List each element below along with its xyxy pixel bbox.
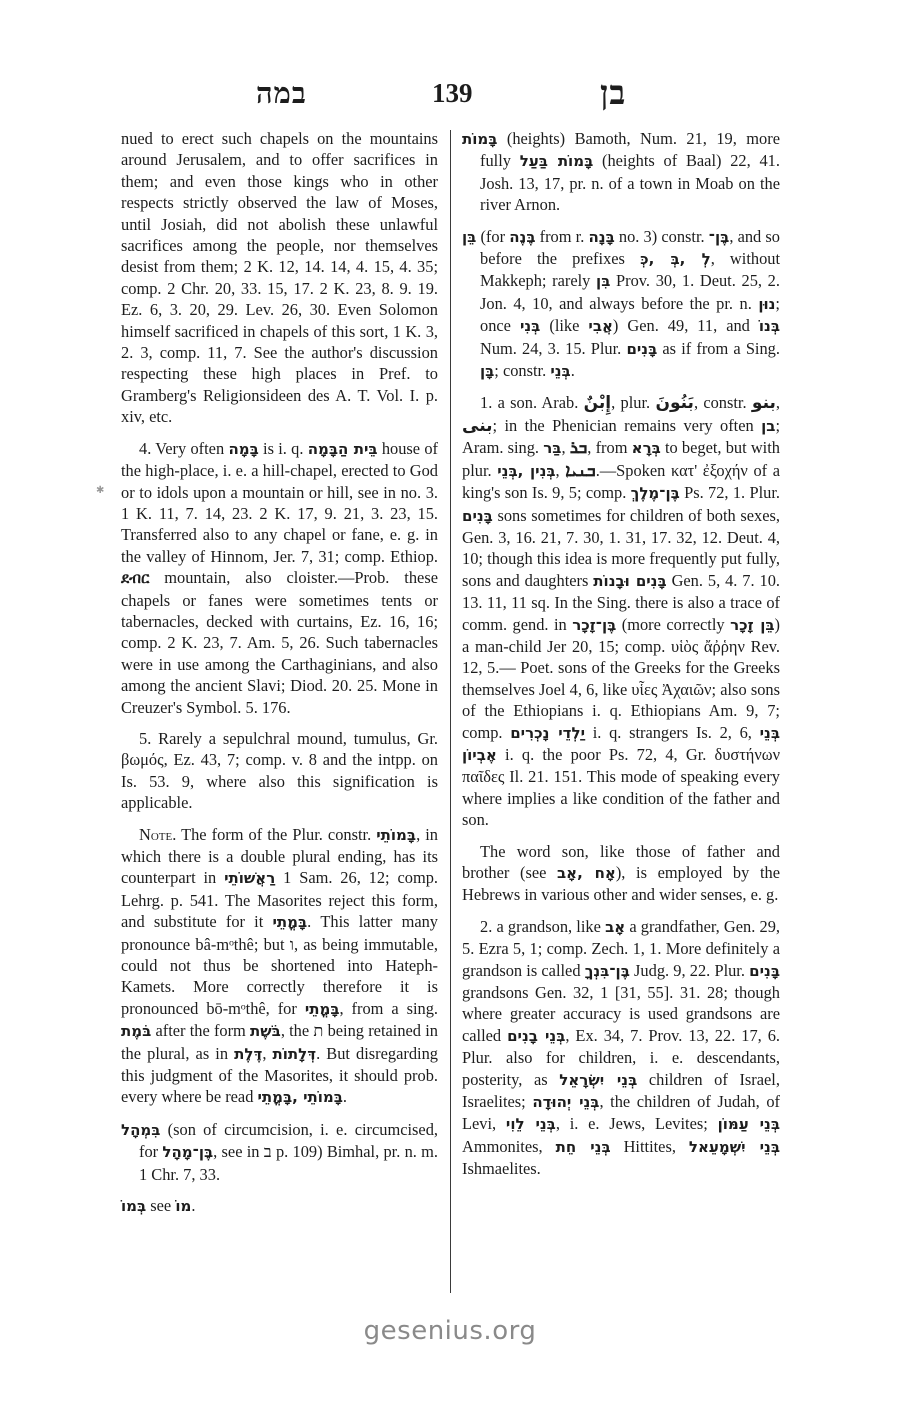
right-running-headword: בן (600, 76, 627, 112)
site-watermark: gesenius.org (363, 1316, 537, 1346)
arabic-word: بنو (751, 393, 776, 414)
entry-bamoth: בָּמוֹת (heights) Bamoth, Num. 21, 19, more fully בָּמוֹת בַּעַל (heights of Baal) 22, 41. Josh. 13, 17, pr. n. of a town in Moab on the river Arnon. (462, 129, 780, 215)
page-number: 139 (432, 78, 473, 108)
hebrew-word: בָּמָה (228, 439, 259, 458)
usage-note: The word son, like those of father and brother (see אָח ,אָב), is employed by the Hebrews in various other and wider senses, e. g. (462, 841, 780, 905)
note-label: Note. (139, 824, 177, 844)
entry-bimhal: בִּמְהָל (son of circumcision, i. e. circumcised, for בֶּן־מָהָל, see in ב p. 109) Bimhal, pr. n. m. 1 Chr. 7, 33. (121, 1119, 438, 1184)
entry-headword: בֵּן (462, 227, 477, 246)
margin-mark: ✱ (96, 485, 105, 496)
entry-headword: בִּמְהָל (121, 1120, 161, 1139)
entry-continuation: nued to erect such chapels on the mountains around Jerusalem, and to offer sacrifices in them; and even those kings who in other respects strictly observed the law of Moses, until Josiah, did not abolish these unlawful sacrifices among the people, nor themselves desist from them; 2 K. 12, 14. 14, 4. 15, 4. 35; comp. 2 Chr. 20, 33. 15, 17. 2 K. 23, 8. 9. 19. Ez. 6, 3. 20, 29. Lev. 26, 30. Even Solomon himself sacrificed in chapels of this sort, 1 K. 3, 2. 3, comp. 11, 7. See the author's discussion respecting these high places in Pref. to Gramberg's Religionsideen des A. T. Vol. I. p. xiv, etc. (121, 129, 438, 427)
arabic-word: بنى (462, 415, 493, 436)
left-column (121, 128, 438, 1218)
entry-ben: בֵּן (for בֶּנֶה from r. בָּנָה no. 3) constr. בֶּן־, and so before the prefixes לְ ,בְּ ,כְּ, without Makkeph; rarely בִּן Prov. 30, 1. Deut. 25, 2. Jon. 4, 10, and always before the pr. n. נוּן; once בְּנִי (like אֲבִי) Gen. 49, 11, and בְּנוֹ Num. 24, 3. 15. Plur. בָּנִים as if from a Sing. בָּן; constr. בְּנֵי. (462, 226, 781, 381)
page-header (0, 78, 900, 122)
hebrew-word: בֵּית הַבָּמָה (307, 439, 378, 458)
syriac-word: ܒܪ (569, 438, 588, 459)
ethiopic-word: ደብር (121, 569, 150, 588)
left-running-headword: במה (256, 78, 307, 110)
sense-1: 1. a son. Arab. إِبْنٌ, plur. بَنُونَ, constr. بنو, بنى; in the Phenician remains very often בן; Aram. sing. בַּר, ܒܪ, from בְּרָא to beget, but with plur. בְּנִין ,בְּנֵי, ܒܢܝܐ.—Spoken κατ' ἐξοχήν of a king's son Is. 9, 5; comp. בֶּן־מֶלֶךְ Ps. 72, 1. Plur. בָּנִים sons sometimes for children of both sexes, Gen. 3, 16. 21, 7. 30, 1. 31, 17. 32, 12. Deut. 4, 10; though this idea is more frequently put fully, sons and daughters בָּנִים וּבָנוֹת Gen. 5, 4. 7. 10. 13. 11, 11 sq. In the Sing. there is also a trace of comm. gend. in בֶּן־זָכָר (more correctly בֵּן זָכָר) a man-child Jer 20, 15; comp. υἱὸς ἄῤῥην Rev. 12, 5.— Poet. sons of the Greeks for the Greeks themselves Joel 4, 6, like υἷες Ἀχαιῶν; also sons of the Ethiopians i. q. Ethiopians Am. 9, 7; comp. יַלְדֵי נָכְרִים i. q. strangers Is. 2, 6, בְּנֵי אֶבְיוֹן i. q. the poor Ps. 72, 4, Gr. δυστήνων παῖδες Il. 21. 151. This mode of speaking every where implies a like condition of the father and son. (462, 393, 780, 830)
right-column (462, 128, 780, 1180)
sense-2: 2. a grandson, like אָב a grandfather, Gen. 29, 5. Ezra 5, 1; comp. Zech. 1, 1. More definitely a grandson is called בֶּן־בִּנְךָ Judg. 9, 22. Plur. בָּנִים grandsons Gen. 32, 1 [31, 55]. 31. 28; though where greater accuracy is used grandsons are called בְּנֵי בָנִים, Ex. 34, 7. Prov. 13, 22. 17, 6. Plur. also for children, i. e. descendants, posterity, as בְּנֵי יִשְׂרָאֵל children of Israel, Israelites; בְּנֵי יְהוּדָה, the children of Judah, of Levi, בְּנֵי לֵוִי, i. e. Jews, Levites; בְּנֵי עַמּוֹן Ammonites, בְּנֵי חֵת Hittites, בְּנֵי יִשְׁמָעֵאל Ishmaelites. (462, 916, 781, 1179)
arabic-word: إِبْنٌ (583, 393, 612, 414)
arabic-word: بَنُونَ (655, 393, 694, 414)
entry-headword: בָּמוֹת (462, 130, 498, 148)
syriac-word: ܒܢܝܐ (565, 460, 596, 481)
sense-4: 4. Very often בָּמָה is i. q. בֵּית הַבָּמָה house of the high-place, i. e. a hill-chapel, erected to God or to idols upon a mountain or hill, see in no. 3. 1 K. 11, 7. 14, 23. 2 K. 17, 9. 21, 3. 23, 15. Transferred also to any chapel or fane, e. g. in the valley of Hinnom, Jer. 7, 31; comp. Ethiop. ደብር mountain, also cloister.—Prob. these chapels or fanes were sometimes tents or tabernacles, decked with curtains, Ez. 16, 16; comp. 2 K. 23, 7. Am. 5, 26. Such tabernacles were in use among the Carthaginians, and also among the ancient Slavi; Diod. 20. 25. Mone in Creuzer's Symbol. 5. 176. (121, 438, 439, 717)
column-divider (450, 130, 451, 1293)
entry-bemo: בְּמוֹ see מוֹ. (121, 1196, 196, 1216)
entry-headword: בְּמוֹ (121, 1197, 147, 1216)
sense-5: 5. Rarely a sepulchral mound, tumulus, Gr. βωμός, Ez. 43, 7; comp. v. 8 and the intpp. on Is. 53. 9, where also this signification is applicable. (121, 728, 438, 813)
note-paragraph: Note. The form of the Plur. constr. בָּמוֹתֵי, in which there is a double plural ending, has its counterpart in רַאֲשׁוֹתֵי 1 Sam. 26, 12; comp. Lehrg. p. 541. The Masorites reject this form, and substitute for it בָּמֳתֵי. This latter many pronounce bâ-mᵒthê; but ו, as being immutable, could not thus be shortened into Hateph-Kamets. More correctly therefore it is pronounced bō-mᵒthê, for בָּמֳתֵי, from a sing. בֹּמֶת after the form בֹּשֶׁת, the ת being retained in the plural, as in דֶּלֶת, דְּלָתוֹת. But disregarding this judgment of the Masorites, it should prob. every where be read בָּמוֹתֵי ,בָּמֳתֵי. (121, 824, 439, 1107)
